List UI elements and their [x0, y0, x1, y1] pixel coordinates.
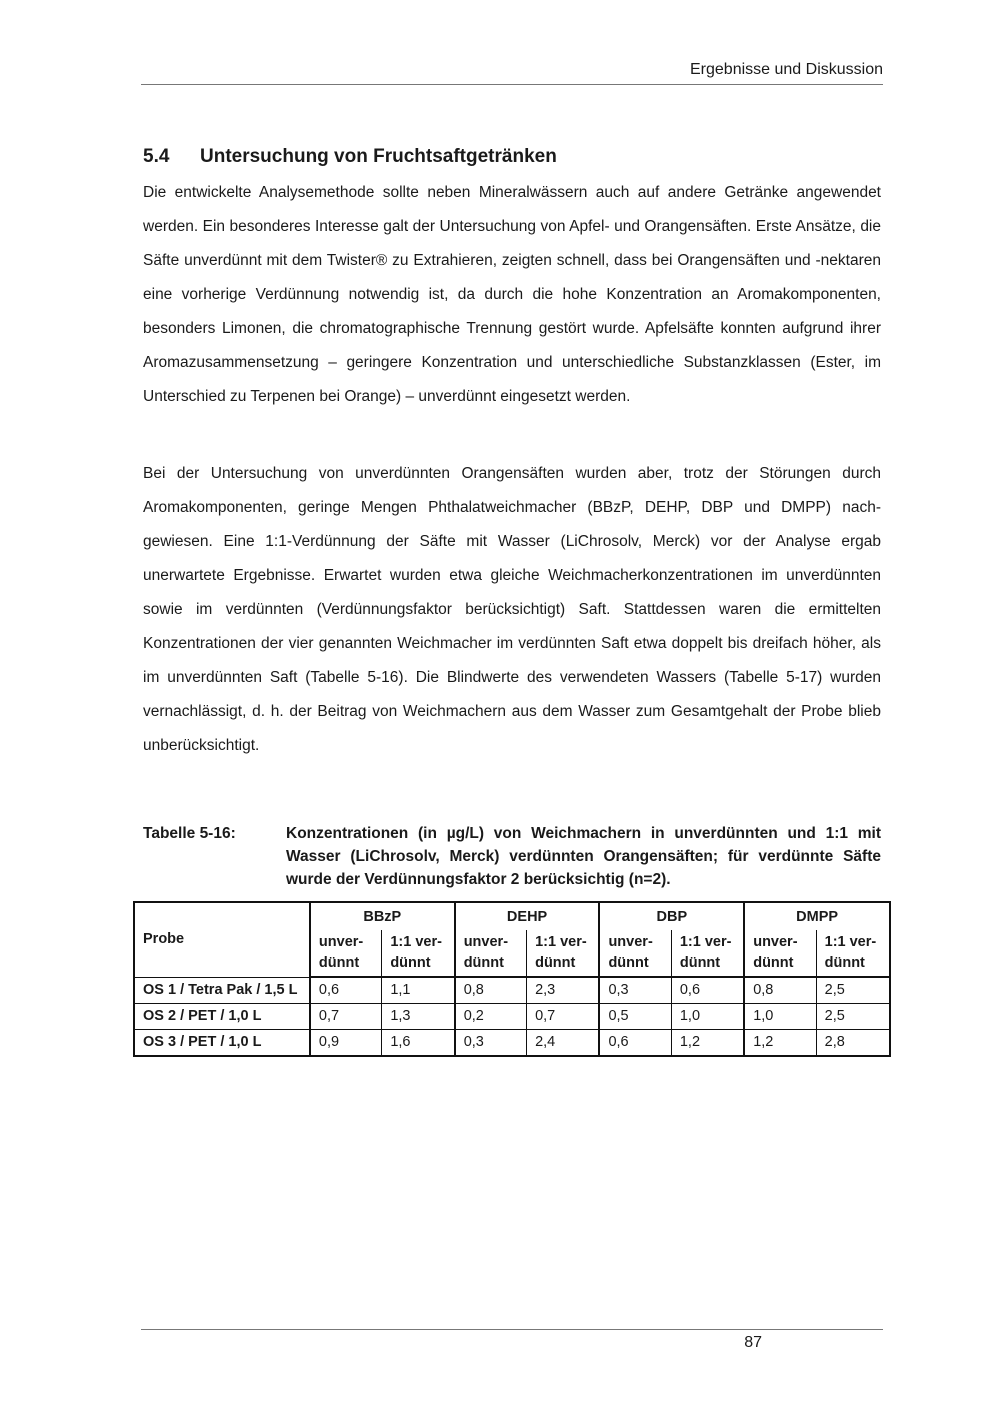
section-heading [143, 144, 883, 170]
section-number: 5.4 [143, 146, 170, 167]
table-cell: 1,2 [744, 1030, 816, 1057]
group-header: BBzP [310, 902, 455, 930]
probe-column-header: Probe [134, 902, 310, 977]
sub-header-undiluted: unverdünnt [599, 930, 671, 977]
paragraph-2: Bei der Untersuchung von unverdünnten Orangensäften wurden aber, trotz der Störungen durch Aromakomponenten, geringe Mengen Phthalatweichmacher (BBzP, DEHP, DBP und DMPP) nachgewiesen. Eine 1:1-Verdünnung der Säfte mit Wasser (LiChrosolv, Merck) vor der Analyse ergab unerwartete Ergebnisse. Erwartet wurden etwa gleiche Weichmacherkonzentrationen im unverdünnten sowie im verdünnten (Verdünnungsfaktor berücksichtigt) Saft. Stattdessen waren die ermittelten Konzentrationen der vier genannten Weichmacher im verdünnten Saft etwa doppelt bis dreifach höher, als im unverdünnten Saft (Tabelle 5-16). Die Blindwerte des verwendeten Wassers (Tabelle 5-17) wurden vernachlässigt, d. h. der Beitrag von Weichmachern aus dem Wasser zum Gesamtgehalt der Probe blieb unberücksichtigt. [143, 465, 881, 754]
table-cell: 1,1 [382, 977, 455, 1004]
table-caption [143, 822, 881, 891]
table-cell: 0,3 [455, 1030, 527, 1057]
table-cell: 0,6 [310, 977, 382, 1004]
table-caption-text: Konzentrationen (in µg/L) von Weichmachern in unverdünnten und 1:1 mit Wasser (LiChrosolv, Merck) verdünnten Orangensäften; für verdünnte Säfte wurde der Verdünnungsfaktor 2 berücksichtig (n=2). [286, 825, 881, 888]
table-cell: 0,5 [599, 1004, 671, 1030]
table-cell: 0,7 [310, 1004, 382, 1030]
footer-rule [141, 1329, 883, 1330]
table-row [134, 1004, 890, 1030]
row-probe: OS 1 / Tetra Pak / 1,5 L [134, 977, 310, 1004]
table-row [134, 1030, 890, 1057]
table-cell: 2,4 [527, 1030, 600, 1057]
running-head: Ergebnisse und Diskussion [690, 61, 883, 78]
sub-header-undiluted: unverdünnt [455, 930, 527, 977]
table-cell: 0,2 [455, 1004, 527, 1030]
group-header: DBP [599, 902, 744, 930]
group-header: DEHP [455, 902, 600, 930]
table-cell: 0,6 [599, 1030, 671, 1057]
sub-header-undiluted: unverdünnt [744, 930, 816, 977]
header-rule [141, 84, 883, 85]
sub-header-diluted: 1:1 verdünnt [527, 930, 600, 977]
table-cell: 1,0 [671, 1004, 744, 1030]
table-cell: 2,8 [816, 1030, 890, 1057]
table-row [134, 977, 890, 1004]
page-number: 87 [744, 1334, 762, 1351]
row-probe: OS 2 / PET / 1,0 L [134, 1004, 310, 1030]
table-cell: 0,8 [455, 977, 527, 1004]
sub-header-diluted: 1:1 verdünnt [816, 930, 890, 977]
table-cell: 0,3 [599, 977, 671, 1004]
table-cell: 1,6 [382, 1030, 455, 1057]
sub-header-diluted: 1:1 verdünnt [671, 930, 744, 977]
sub-header-diluted: 1:1 verdünnt [382, 930, 455, 977]
group-header: DMPP [744, 902, 890, 930]
table-cell: 0,6 [671, 977, 744, 1004]
sub-header-undiluted: unverdünnt [310, 930, 382, 977]
section-title: Untersuchung von Fruchtsaftgetränken [200, 146, 557, 167]
table-cell: 1,0 [744, 1004, 816, 1030]
table-cell: 2,5 [816, 1004, 890, 1030]
table-cell: 0,9 [310, 1030, 382, 1057]
concentration-table [133, 901, 891, 1057]
row-probe: OS 3 / PET / 1,0 L [134, 1030, 310, 1057]
table-label: Tabelle 5-16: [143, 825, 236, 842]
table-cell: 1,2 [671, 1030, 744, 1057]
table-cell: 1,3 [382, 1004, 455, 1030]
table-cell: 0,7 [527, 1004, 600, 1030]
table-cell: 2,5 [816, 977, 890, 1004]
table-cell: 0,8 [744, 977, 816, 1004]
table-cell: 2,3 [527, 977, 600, 1004]
paragraph-1: Die entwickelte Analysemethode sollte neben Mineralwässern auch auf andere Getränke angewendet werden. Ein besonderes Interesse galt der Untersuchung von Apfel- und Orangensäften. Erste Ansätze, die Säfte unverdünnt mit dem Twister® zu Extrahieren, zeigten schnell, dass bei Orangensäften und -nektaren eine vorherige Verdünnung notwendig ist, da durch die hohe Konzentration an Aromakomponenten, besonders Limonen, die chromatographische Trennung gestört wurde. Apfelsäfte konnten aufgrund ihrer Aromazusammensetzung – geringere Konzentration und unterschiedliche Substanzklassen (Ester, im Unterschied zu Terpenen bei Orange) – unverdünnt eingesetzt werden. [143, 184, 881, 405]
